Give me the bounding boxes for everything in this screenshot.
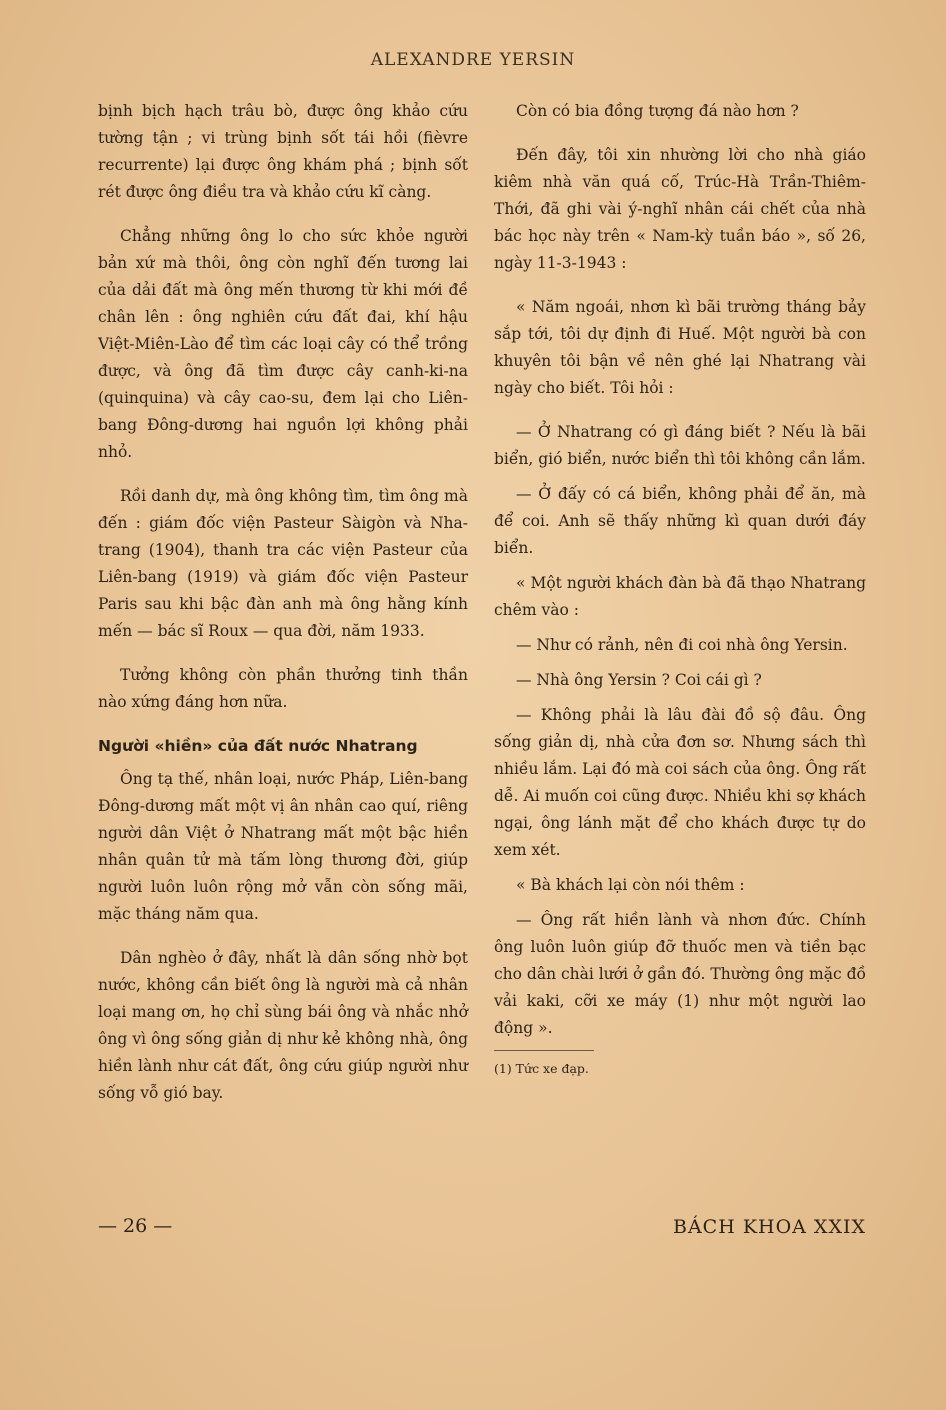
paragraph: « Năm ngoái, nhơn kì bãi trường tháng bảy sắp tới, tôi dự định đi Huế. Một người bà con khuyên tôi bận về nên ghé lại Nhatrang vài ngày cho biết. Tôi hỏi : [494,298,866,397]
paragraph: Rồi danh dự, mà ông không tìm, tìm ông mà đến : giám đốc viện Pasteur Sàigòn và Nha-trang (1904), thanh tra các viện Pasteur của Liên-bang (1919) và giám đốc viện Pasteur Paris sau khi bậc đàn anh mà ông hằng kính mến — bác sĩ Roux — qua đời, năm 1933. [98,487,468,640]
paragraph: « Một người khách đàn bà đã thạo Nhatrang chêm vào : [494,574,866,619]
dialogue-line: — Như có rảnh, nên đi coi nhà ông Yersin. [516,636,848,654]
paragraph: Dân nghèo ở đây, nhất là dân sống nhờ bọt nước, không cần biết ông là người mà cả nhân loại mang ơn, họ chỉ sùng bái ông và nhắc nhở ông vì ông sống giản dị như kẻ không nhà, ông hiền lành như cát đất, ông cứu giúp người như sống vỗ gió bay. [98,949,468,1102]
page-number: — 26 — [98,1215,173,1237]
publication-name: BÁCH KHOA XXIX [672,1216,866,1238]
left-column [98,98,468,1124]
paragraph: Còn có bia đồng tượng đá nào hơn ? [516,102,799,120]
dialogue-line: — Ở đấy có cá biển, không phải để ăn, mà để coi. Anh sẽ thấy những kì quan dưới đáy biển. [494,485,866,557]
paragraph: « Bà khách lại còn nói thêm : [516,876,745,894]
right-column [494,98,866,1082]
paragraph: Tưởng không còn phần thưởng tinh thần nào xứng đáng hơn nữa. [98,666,468,711]
section-heading: Người «hiền» của đất nước Nhatrang [98,737,418,755]
running-title: ALEXANDRE YERSIN [370,50,576,70]
dialogue-line: — Ông rất hiền lành và nhơn đức. Chính ông luôn luôn giúp đỡ thuốc men và tiền bạc cho dân chài lưới ở gần đó. Thường ông mặc đồ vải kaki, cỡi xe máy (1) như một người lao động ». [494,911,866,1037]
paragraph: bịnh bịch hạch trâu bò, được ông khảo cứu tường tận ; vi trùng bịnh sốt tái hồi (fièvre recurrente) lại được ông khám phá ; bịnh sốt rét được ông điều tra và khảo cứu kĩ càng. [98,102,468,201]
dialogue-line: — Nhà ông Yersin ? Coi cái gì ? [516,671,762,689]
footnote: (1) Tức xe đạp. [494,1050,594,1082]
paragraph: Ông tạ thế, nhân loại, nước Pháp, Liên-bang Đông-dương mất một vị ân nhân cao quí, riêng người dân Việt ở Nhatrang mất một bậc hiền nhân quân tử mà tấm lòng thương đời, giúp người luôn luôn rộng mở vẫn còn sống mãi, mặc tháng năm qua. [98,770,468,923]
paragraph: Đến đây, tôi xin nhường lời cho nhà giáo kiêm nhà văn quá cố, Trúc-Hà Trần-Thiêm-Thới, đã ghi vài ý-nghĩ nhân cái chết của nhà bác học này trên « Nam-kỳ tuần báo », số 26, ngày 11-3-1943 : [494,146,866,272]
paragraph: Chẳng những ông lo cho sức khỏe người bản xứ mà thôi, ông còn nghĩ đến tương lai của dải đất mà ông mến thương từ khi mới đề chân lên : ông nghiên cứu đất đai, khí hậu Việt-Miên-Lào để tìm các loại cây có thể trồng được, và ông đã tìm được cây canh-ki-na (quinquina) và cây cao-su, đem lại cho Liên-bang Đông-dương hai nguồn lợi không phải nhỏ. [98,227,468,461]
dialogue-line: — Ở Nhatrang có gì đáng biết ? Nếu là bãi biển, gió biển, nước biển thì tôi không cần lắm. [494,423,866,468]
dialogue-line: — Không phải là lâu đài đồ sộ đâu. Ông sống giản dị, nhà cửa đơn sơ. Nhưng sách thì nhiều lắm. Lại đó mà coi sách của ông. Ông rất dễ. Ai muốn coi cũng được. Nhiều khi sợ khách ngại, ông lánh mặt để cho khách được tự do xem xét. [494,706,866,859]
